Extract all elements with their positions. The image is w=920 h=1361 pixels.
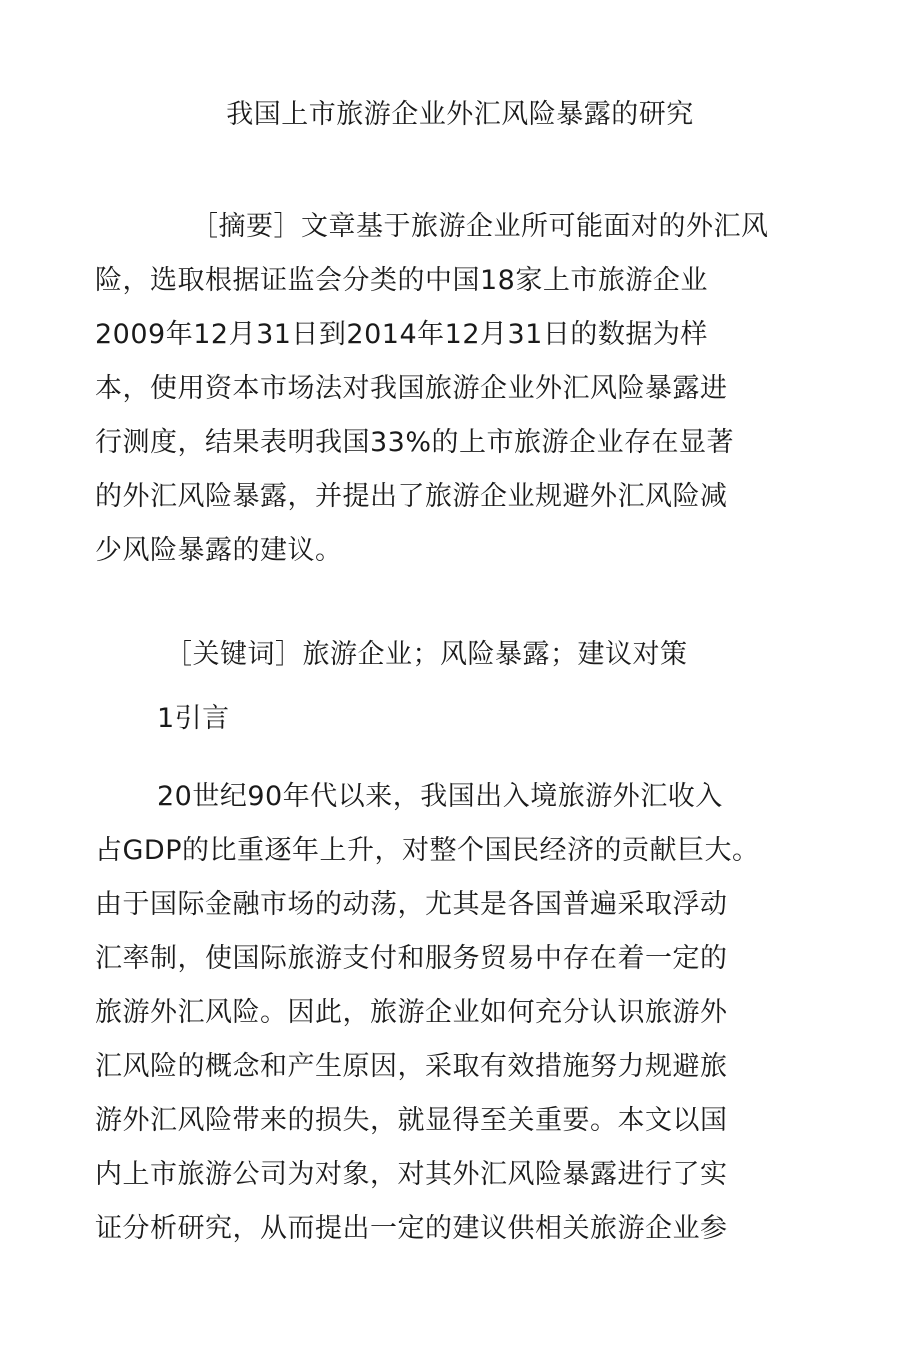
abstract-line: 少风险暴露的建议。 (95, 535, 343, 566)
document-title: 我国上市旅游企业外汇风险暴露的研究 (226, 99, 694, 130)
intro-line: 内上市旅游公司为对象，对其外汇风险暴露进行了实 (95, 1159, 728, 1190)
intro-line: 汇风险的概念和产生原因，采取有效措施努力规避旅 (95, 1051, 728, 1082)
section-heading-text: 1引言 (157, 703, 230, 734)
abstract-line: 2009年12月31日到2014年12月31日的数据为样 (95, 319, 708, 350)
intro-line: 游外汇风险带来的损失，就显得至关重要。本文以国 (95, 1105, 728, 1136)
keywords-line: ［关键词］旅游企业；风险暴露；建议对策 (165, 639, 688, 670)
abstract-paragraph (95, 200, 815, 578)
intro-paragraph (95, 770, 815, 1256)
intro-line: 汇率制，使国际旅游支付和服务贸易中存在着一定的 (95, 943, 728, 974)
intro-line: 占GDP的比重逐年上升，对整个国民经济的贡献巨大。 (95, 835, 760, 866)
keywords-paragraph (95, 628, 815, 682)
intro-line: 旅游外汇风险。因此，旅游企业如何充分认识旅游外 (95, 997, 728, 1028)
abstract-line: 险，选取根据证监会分类的中国18家上市旅游企业 (95, 265, 708, 296)
abstract-line: 的外汇风险暴露，并提出了旅游企业规避外汇风险减 (95, 481, 728, 512)
abstract-line: 本，使用资本市场法对我国旅游企业外汇风险暴露进 (95, 373, 728, 404)
intro-line: 20世纪90年代以来，我国出入境旅游外汇收入 (157, 781, 723, 812)
section-heading (95, 692, 815, 746)
intro-line: 由于国际金融市场的动荡，尤其是各国普遍采取浮动 (95, 889, 728, 920)
abstract-line: ［摘要］文章基于旅游企业所可能面对的外汇风 (191, 211, 769, 242)
intro-line: 证分析研究，从而提出一定的建议供相关旅游企业参 (95, 1213, 728, 1244)
abstract-line: 行测度，结果表明我国33%的上市旅游企业存在显著 (95, 427, 735, 458)
